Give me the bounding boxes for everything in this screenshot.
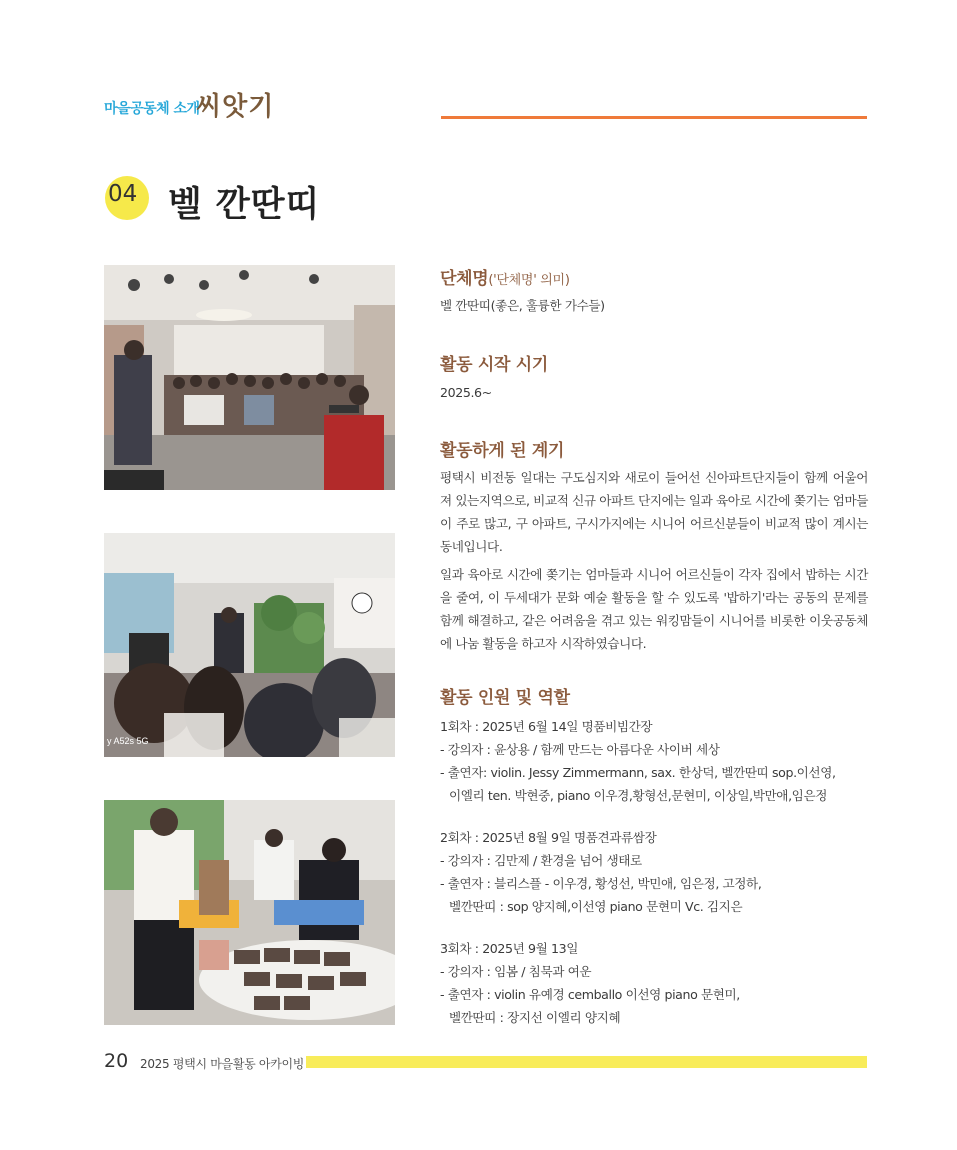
session-lecturer: - 강의자 : 김만제 / 환경을 넘어 생태로: [440, 853, 642, 868]
session-title: 2회차 : 2025년 8월 9일 명품견과류쌈장: [440, 830, 657, 845]
article-number: 04: [108, 181, 138, 207]
reason-paragraph-2: 일과 육아로 시간에 쫒기는 엄마들과 시니어 어르신들이 각자 집에서 밥하는 시간을 줄여, 이 두세대가 문화 예술 활동을 할 수 있도록 '밥하기'라는 공동의 문제를 함께 해결하고, 같은 어려움을 겪고 있는 워킹맘들이 시니어를 비롯한 이웃공동체에 나눔 활동을 하고자 시작하였습니다.: [440, 567, 868, 651]
session-lecturer: - 강의자 : 임봄 / 침묵과 여운: [440, 964, 592, 979]
heading-start: 활동 시작 시기: [440, 355, 548, 375]
heading-name: 단체명: [440, 269, 489, 289]
session-2: [440, 826, 868, 918]
session-lecturer: - 강의자 : 윤상용 / 함께 만드는 아름다운 사이버 세상: [440, 742, 720, 757]
photo-food-preparation: [104, 800, 395, 1025]
session-performers-cont: 이엘리 ten. 박현중, piano 이우경,황형선,문현미, 이상일,박만애,임은정: [449, 788, 827, 803]
section-name: [440, 264, 868, 289]
name-body: 벨 깐딴띠(좋은, 훌륭한 가수들): [440, 298, 605, 313]
photo-lecture: [104, 533, 395, 757]
session-performers: - 출연자: violin. Jessy Zimmermann, sax. 한상덕, 벨깐딴띠 sop.이선영,: [440, 765, 836, 780]
brand-logo-text: 씨앗기: [196, 92, 275, 122]
photo-caption: y A52s 5G: [107, 736, 149, 746]
session-performers-cont: 벨깐딴띠 : sop 양지혜,이선영 piano 문현미 Vc. 김지은: [449, 899, 743, 914]
publication-title: 2025 평택시 마을활동 아카이빙: [140, 1057, 305, 1071]
session-performers: - 출연자 : 블리스플 - 이우경, 황성선, 박민애, 임은정, 고정하,: [440, 876, 762, 891]
session-1: [440, 715, 868, 807]
heading-reason: 활동하게 된 계기: [440, 441, 565, 461]
heading-name-note: ('단체명' 의미): [488, 273, 570, 288]
heading-members: 활동 인원 및 역할: [440, 688, 570, 708]
header-divider: [441, 116, 867, 119]
session-title: 1회차 : 2025년 6월 14일 명품비빔간장: [440, 719, 653, 734]
session-3: [440, 937, 868, 1029]
section-label: 마을공동체 소개: [104, 101, 200, 117]
session-performers-cont: 벨깐딴띠 : 장지선 이엘리 양지혜: [449, 1010, 621, 1025]
session-performers: - 출연자 : violin 유예경 cemballo 이선영 piano 문현미,: [440, 987, 740, 1002]
page-number: 20: [104, 1050, 129, 1072]
start-body: 2025.6~: [440, 385, 492, 400]
page-title: 벨 깐딴띠: [168, 185, 321, 225]
session-title: 3회차 : 2025년 9월 13일: [440, 941, 578, 956]
photo-concert-audience: [104, 265, 395, 490]
reason-paragraph-1: 평택시 비전동 일대는 구도심지와 새로이 들어선 신아파트단지들이 함께 어울어져 있는지역으로, 비교적 신규 아파트 단지에는 일과 육아로 시간에 쫒기는 엄마들이 주로 많고, 구 아파트, 구시가지에는 시니어 어르신분들이 비교적 많이 계시는 동네입니다.: [440, 470, 868, 554]
footer-bar: [306, 1056, 867, 1068]
